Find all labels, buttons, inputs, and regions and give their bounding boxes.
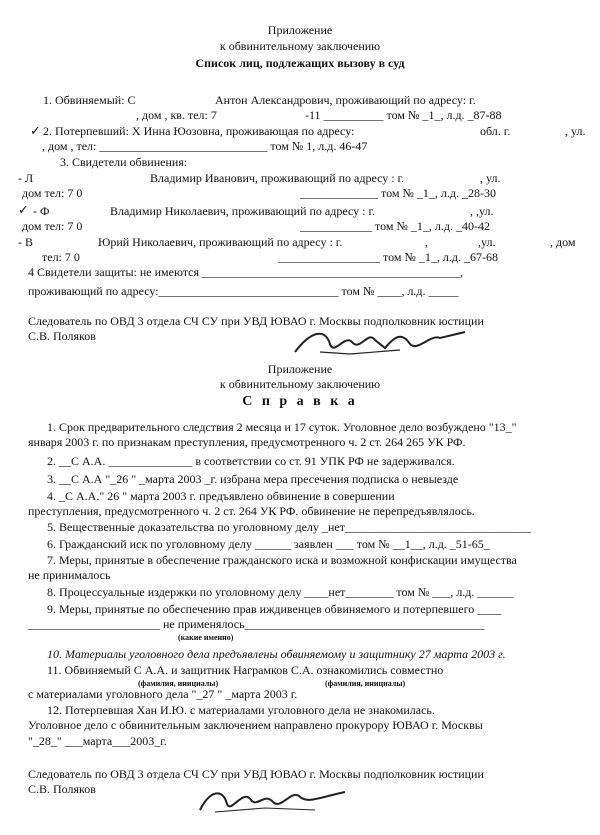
victim-case-ref: , дом , тел: ____________________________ том № 1, л.д. 46-47 [42, 139, 368, 153]
item-5: 5. Вещественные доказательства по уголовному делу _нет_______________________________ [47, 520, 531, 534]
item-3: 3. __С А.А "_26 " _марта 2003 _г. избрана мера пресечения подписка о невыезде [47, 472, 459, 486]
item-9-note: (какие именно) [178, 633, 234, 642]
item-11-note-2: (фамилия, инициалы) [325, 679, 406, 688]
accused-address: , дом , кв. тел: 7 [136, 108, 217, 122]
witness1-name: Владимир Иванович, проживающий по адресу : г. [150, 171, 405, 185]
item-4: 4. _С А.А." 26 " марта 2003 г. предъявлено обвинение в совершении [47, 489, 395, 503]
witnesses-heading: 3. Свидетели обвинения: [60, 155, 188, 169]
item-9: 9. Меры, принятые по обеспечению прав иждивенцев обвиняемого и потерпевшего ____ [47, 602, 502, 616]
checkmark-icon: ✓ [18, 202, 29, 217]
item-10: 10. Материалы уголовного дела предъявлены обвиняемому и защитнику 27 марта 2003 г. [47, 647, 506, 661]
witness2-case-ref: ____________ том № _1_, л.д. _40-42 [300, 219, 490, 233]
investigator-name-2: С.В. Поляков [28, 782, 96, 796]
witness2-name: Владимир Николаевич, проживающий по адресу : г. [110, 204, 376, 218]
witness1-initial: - Л [18, 171, 34, 185]
defense-witnesses: 4 Свидетели защиты: не имеются ___________________________________________, [28, 265, 464, 279]
item-7-cont: не принималось [28, 568, 111, 582]
witness2-initial: - Ф [33, 204, 50, 218]
witness3-sep: , [425, 235, 428, 249]
witness3-name: Юрий Николаевич, проживающий по адресу : г. [98, 235, 343, 249]
appendix-title: Приложение [267, 23, 333, 37]
appendix2-subtitle: к обвинительному заключению [219, 377, 381, 391]
item-12: 12. Потерпевшая Хан И.Ю. с материалами уголовного дела не знакомилась. [47, 703, 435, 717]
item-1-cont: января 2003 г. по признакам преступления, предусмотренного ч. 2 ст. 264 265 УК РФ. [28, 435, 466, 449]
witness1-street: , ул. [480, 171, 501, 185]
witness3-house: , дом [550, 235, 576, 249]
signature-image [290, 322, 480, 362]
witness1-phone: дом тел: 7 0 [22, 186, 83, 200]
item-6: 6. Гражданский иск по уголовному делу ______ заявлен ___ том № __1__, л.д. _51-65_ [47, 537, 490, 551]
item-11: 11. Обвиняемый С А.А. и защитник Награмков С.А. ознакомились совместно [47, 663, 444, 677]
witness3-initial: - В [18, 235, 33, 249]
witness1-case-ref: _____________ том № _1_, л.д. _28-30 [300, 186, 496, 200]
victim-label: 2. Потерпевший: Х Инна Юозовна, проживающая по адресу: [43, 124, 355, 138]
appendix-subtitle: к обвинительному заключению [219, 39, 381, 53]
certificate-title: С п р а в к а [242, 394, 358, 409]
victim-city: обл. г. [480, 124, 511, 138]
checkmark-icon: ✓ [30, 123, 41, 138]
item-2: 2. __С А.А. ______________ в соответствии со ст. 91 УПК РФ не задерживался. [47, 454, 455, 468]
defense-address: проживающий по адресу:______________________________ том № ____, л.д. _____ [28, 284, 459, 298]
item-9-cont: ______________________ не применялось________________________________________ [28, 617, 485, 631]
signature-image-2 [195, 778, 355, 818]
accused-label: 1. Обвиняемый: С [43, 93, 136, 107]
witness3-case-ref: _________________ том № _1_, л.д. _67-68 [278, 250, 498, 264]
referral-date: "_28_" ___марта___2003_г. [28, 734, 167, 748]
witness2-phone: дом тел: 7 0 [22, 219, 83, 233]
accused-name: Антон Александрович, проживающий по адресу: г. [215, 93, 476, 107]
investigator-title-2: Следователь по ОВД 3 отдела СЧ СУ при УВД ЮВАО г. Москвы подполковник юстиции [28, 767, 484, 781]
item-1: 1. Срок предварительного следствия 2 месяца и 17 суток. Уголовное дело возбуждено "13_" [47, 420, 517, 434]
investigator-title: Следователь по ОВД 3 отдела СЧ СУ при УВД ЮВАО г. Москвы подполковник юстиции [28, 314, 484, 328]
item-8: 8. Процессуальные издержки по уголовному делу ____нет________ том № ___, л.д. ______ [47, 585, 514, 599]
referral-statement: Уголовное дело с обвинительным заключением направлено прокурору ЮВАО г. Москвы [28, 718, 483, 732]
witness3-phone: тел: 7 0 [42, 250, 80, 264]
witness3-street: ,ул. [478, 235, 496, 249]
witness2-street: , ,ул. [470, 204, 494, 218]
victim-street: , ул. [565, 124, 586, 138]
accused-case-ref: -11 __________ том № _1_, л.д. _87-88 [305, 108, 502, 122]
item-11-note-1: (фамилия, инициалы) [138, 679, 219, 688]
list-title: Список лиц, подлежащих вызову в суд [195, 56, 405, 70]
appendix2-title: Приложение [267, 362, 333, 376]
item-4-cont: преступления, предусмотренного ч. 2 ст. 264 УК РФ. обвинение не перепредъявлялось. [28, 504, 475, 518]
investigator-name: С.В. Поляков [28, 329, 96, 343]
item-7: 7. Меры, принятые в обеспечение гражданского иска и возможной конфискации имущества [47, 553, 517, 567]
item-11-cont: с материалами уголовного дела "_27 " _марта 2003 г. [28, 687, 298, 701]
